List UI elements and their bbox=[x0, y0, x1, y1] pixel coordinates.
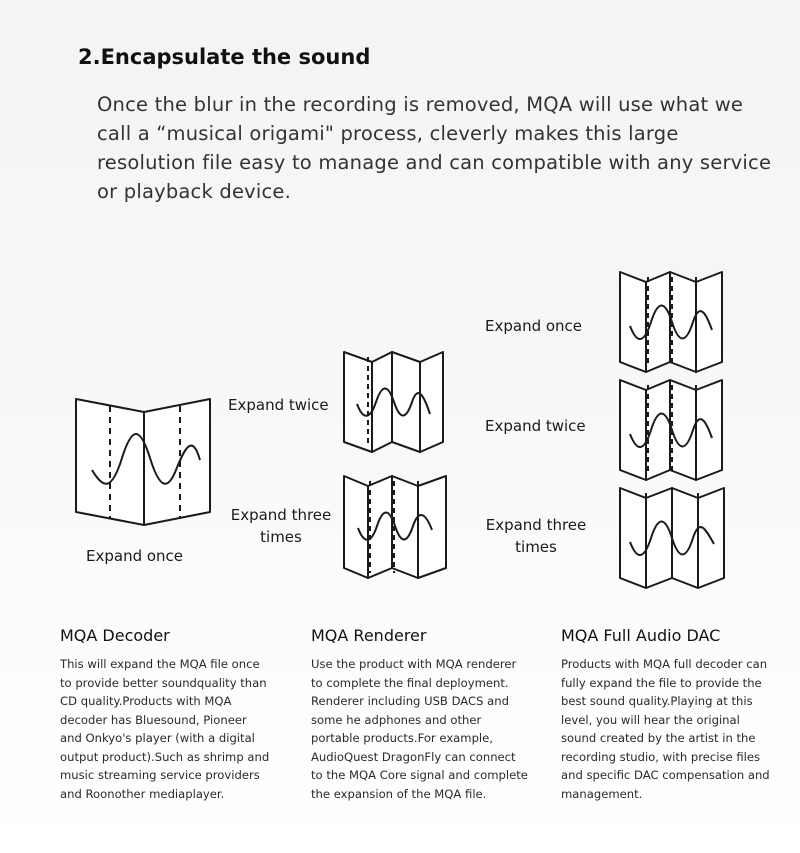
column-mqa-renderer bbox=[311, 626, 529, 803]
origami-fold-expand-twice-right bbox=[620, 380, 722, 480]
origami-fold-expand-once-left bbox=[76, 399, 210, 525]
column-title: MQA Full Audio DAC bbox=[561, 626, 721, 645]
column-body: This will expand the MQA file once to provide better soundquality than CD quality.Products with MQA decoder has Bluesound, Pioneer and Onkyo's player (with a digital output product).Such as shrimp and music streaming service providers and Roonother mediaplayer. bbox=[60, 657, 270, 801]
label-expand-three-times-middle: Expand three times bbox=[230, 506, 332, 546]
column-title: MQA Decoder bbox=[60, 626, 170, 645]
label-expand-twice-middle: Expand twice bbox=[228, 396, 329, 414]
column-body: Use the product with MQA renderer to complete the final deployment. Renderer including USB DACS and some he adphones and other portable products.For example, AudioQuest DragonFly can connect to the MQA Core signal and complete the expansion of the MQA file. bbox=[311, 657, 528, 801]
section-heading: 2.Encapsulate the sound bbox=[78, 45, 371, 69]
label-expand-twice-right: Expand twice bbox=[485, 417, 586, 435]
column-title: MQA Renderer bbox=[311, 626, 427, 645]
label-expand-three-times-right: Expand three times bbox=[485, 516, 587, 556]
intro-paragraph: Once the blur in the recording is removed, MQA will use what we call a “musical origami" process, cleverly makes this large resolution file easy to manage and can compatible with any service or playback device. bbox=[97, 93, 772, 203]
origami-fold-expand-once-right bbox=[620, 272, 722, 372]
label-expand-once-left: Expand once bbox=[86, 547, 184, 565]
origami-fold-expand-twice-middle bbox=[344, 352, 443, 452]
column-body: Products with MQA full decoder can fully expand the file to provide the best sound quality.Playing at this level, you will hear the original sound created by the artist in the recording studio, with precise files and specific DAC compensation and management. bbox=[561, 657, 770, 801]
origami-fold-expand-three-times-right bbox=[620, 488, 724, 588]
origami-fold-expand-three-times-middle bbox=[344, 476, 446, 578]
column-mqa-decoder bbox=[60, 626, 272, 803]
label-expand-once-right: Expand once bbox=[485, 317, 583, 335]
column-mqa-full-audio-dac bbox=[561, 626, 773, 803]
